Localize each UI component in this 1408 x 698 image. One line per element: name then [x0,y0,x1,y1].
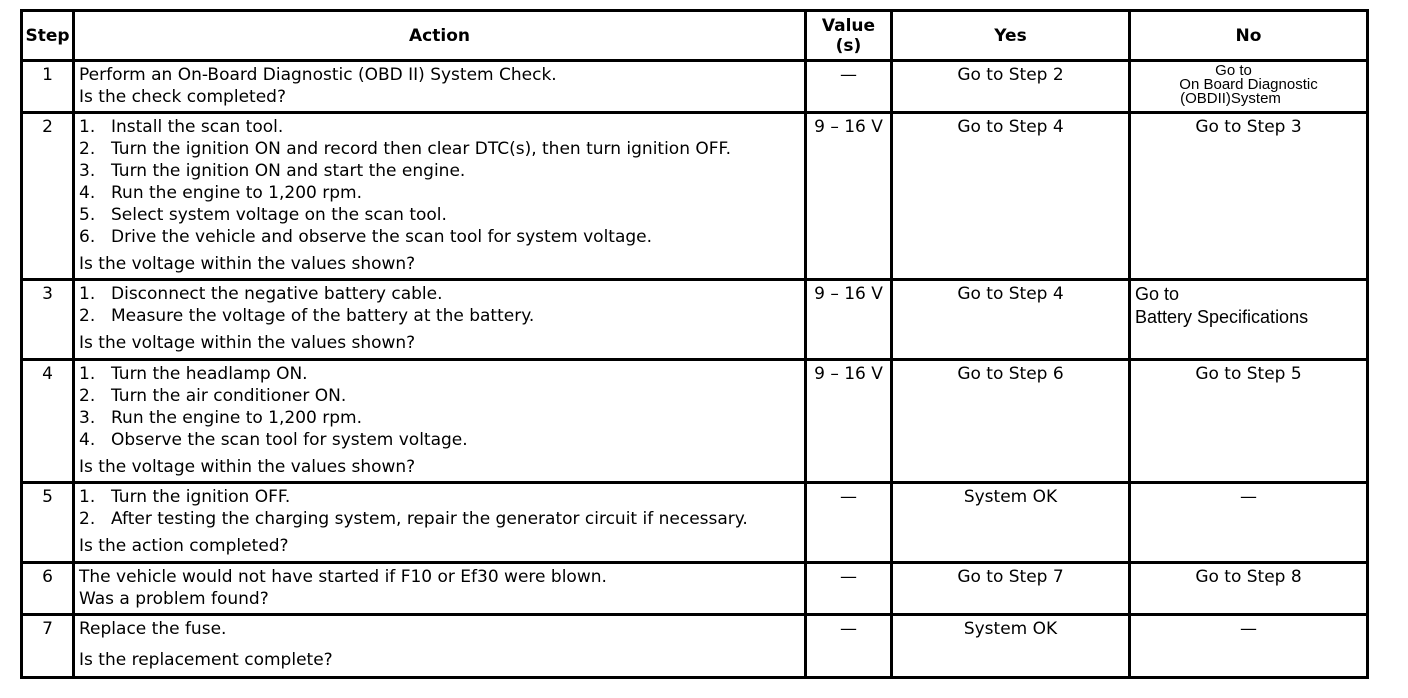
list-item: 3. Turn the ignition ON and start the engine. [79,161,466,181]
list-item: 2. Turn the ignition ON and record then clear DTC(s), then turn ignition OFF. [79,139,731,159]
value-cell: — [806,563,892,615]
diagnostic-table [20,9,1369,679]
step-list [79,283,800,327]
no-link-line: Go to [1135,284,1180,304]
list-item: 2. Turn the air conditioner ON. [79,386,347,406]
table-row-step-5 [22,483,1368,563]
question-text: Is the check completed? [79,87,286,107]
no-link-step-8[interactable]: Go to Step 8 [1130,563,1368,615]
list-item: 1. Disconnect the negative battery cable. [79,284,443,304]
list-item: 3. Run the engine to 1,200 rpm. [79,408,362,428]
table-row-step-1 [22,61,1368,113]
question-text: Is the voltage within the values shown? [79,457,416,477]
no-link-line: (OBDII)System [1180,90,1281,107]
no-link-obd-system-check[interactable] [1130,61,1368,113]
list-item: 2. Measure the voltage of the battery at the battery. [79,306,535,326]
yes-link-step-2[interactable]: Go to Step 2 [892,61,1130,113]
question-text: Is the action completed? [79,536,289,556]
yes-link-step-4[interactable]: Go to Step 4 [892,113,1130,280]
action-text: Replace the fuse. [79,619,227,639]
question-text: Is the voltage within the values shown? [79,254,416,274]
table-row-step-3 [22,280,1368,360]
list-item: 4. Run the engine to 1,200 rpm. [79,183,362,203]
yes-link-step-4[interactable]: Go to Step 4 [892,280,1130,360]
step-number: 3 [22,280,74,360]
action-cell [74,360,806,483]
no-cell: — [1130,483,1368,563]
action-cell [74,563,806,615]
value-cell: 9 – 16 V [806,280,892,360]
action-text: Perform an On-Board Diagnostic (OBD II) System Check. [79,65,557,85]
action-cell [74,483,806,563]
action-cell [74,280,806,360]
table-row-step-7 [22,615,1368,678]
value-cell: 9 – 16 V [806,360,892,483]
step-list [79,116,800,248]
question-text: Is the voltage within the values shown? [79,333,416,353]
question-text: Was a problem found? [79,589,269,609]
header-no: No [1130,11,1368,61]
list-item: 1. Turn the ignition OFF. [79,487,291,507]
action-text: The vehicle would not have started if F10 or Ef30 were blown. [79,567,607,587]
step-number: 6 [22,563,74,615]
step-list [79,486,800,530]
yes-system-ok: System OK [892,483,1130,563]
header-row [22,11,1368,61]
step-number: 7 [22,615,74,678]
action-cell [74,61,806,113]
list-item: 2. After testing the charging system, repair the generator circuit if necessary. [79,509,748,529]
action-cell [74,113,806,280]
header-yes: Yes [892,11,1130,61]
list-item: 5. Select system voltage on the scan tool. [79,205,447,225]
value-cell: — [806,615,892,678]
table-row-step-2 [22,113,1368,280]
table-row-step-6 [22,563,1368,615]
list-item: 1. Install the scan tool. [79,117,284,137]
yes-link-step-7[interactable]: Go to Step 7 [892,563,1130,615]
value-cell: — [806,483,892,563]
list-item: 4. Observe the scan tool for system voltage. [79,430,468,450]
step-number: 1 [22,61,74,113]
step-number: 5 [22,483,74,563]
no-cell: — [1130,615,1368,678]
header-step: Step [22,11,74,61]
no-link-line: On Board Diagnostic [1179,76,1318,93]
value-cell: — [806,61,892,113]
step-list [79,363,800,451]
header-value: Value (s) [806,11,892,61]
question-text: Is the replacement complete? [79,650,333,670]
step-number: 4 [22,360,74,483]
no-link-line: Battery Specifications [1135,307,1309,327]
no-link-line: Go to [1215,62,1252,79]
header-action: Action [74,11,806,61]
list-item: 6. Drive the vehicle and observe the scan tool for system voltage. [79,227,653,247]
step-number: 2 [22,113,74,280]
list-item: 1. Turn the headlamp ON. [79,364,308,384]
table-row-step-4 [22,360,1368,483]
yes-link-step-6[interactable]: Go to Step 6 [892,360,1130,483]
no-link-battery-specifications[interactable] [1130,280,1368,360]
no-link-step-3[interactable]: Go to Step 3 [1130,113,1368,280]
value-cell: 9 – 16 V [806,113,892,280]
action-cell [74,615,806,678]
no-link-step-5[interactable]: Go to Step 5 [1130,360,1368,483]
yes-system-ok: System OK [892,615,1130,678]
